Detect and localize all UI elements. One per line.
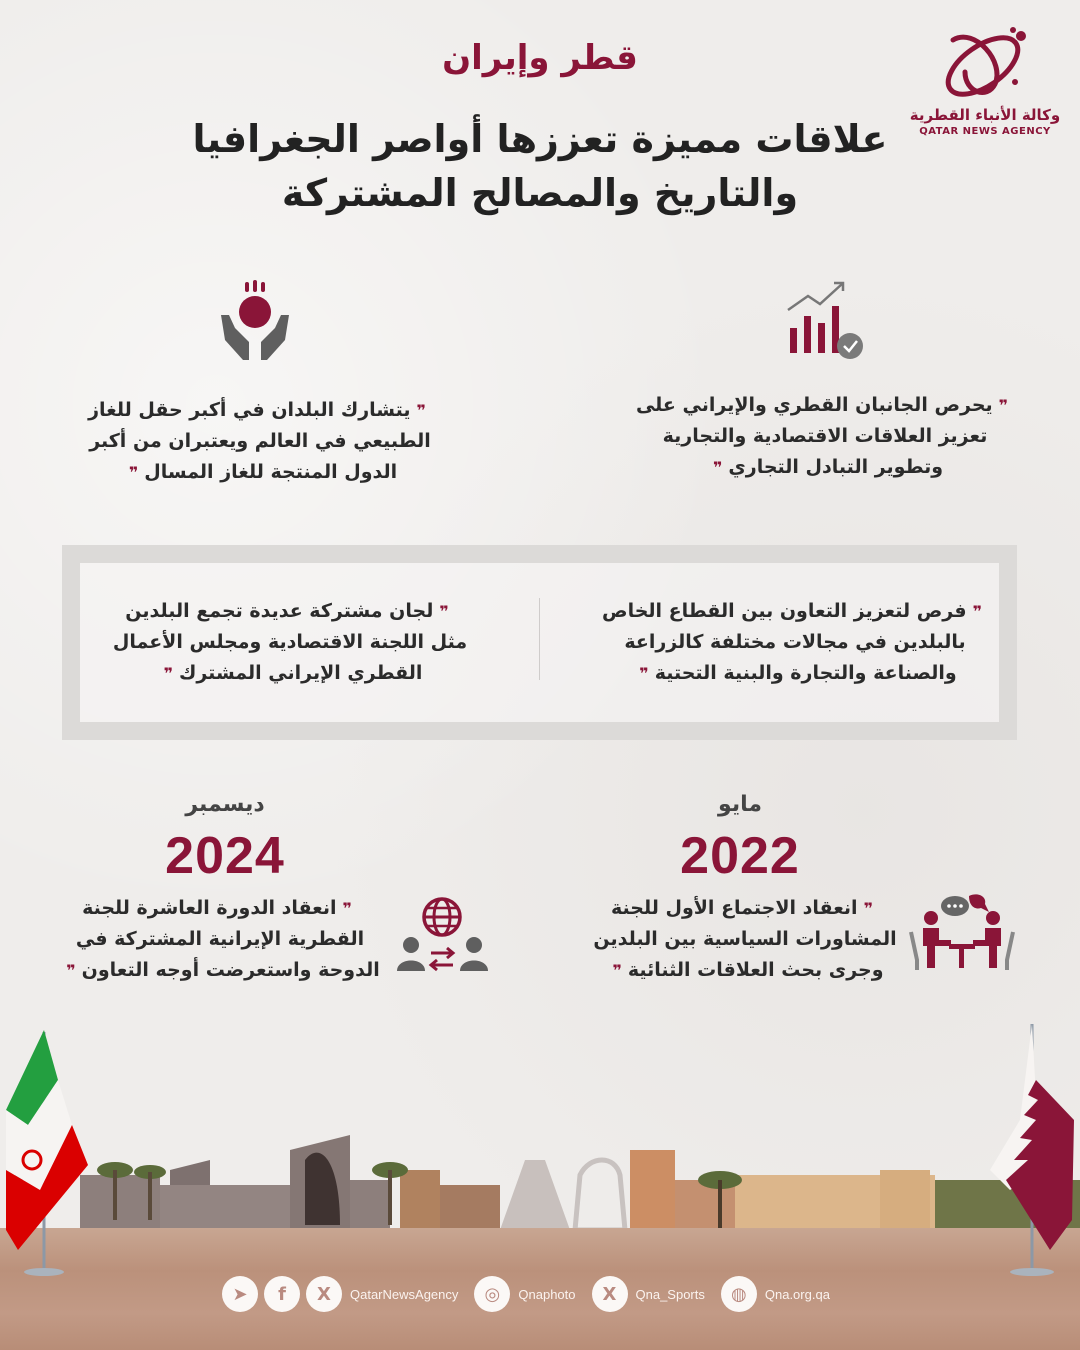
quote-close-icon: ❞ [612, 961, 622, 980]
quote-close-icon: ❞ [639, 664, 649, 683]
website-link[interactable]: Qna.org.qa [764, 1286, 830, 1302]
timeline-event-2022: ❞انعقاد الاجتماع الأول للجنة المشاورات السياسية بين البلدين وجرى بحث العلاقات الثنائية❞ [593, 897, 897, 981]
quote-close-icon: ❞ [712, 458, 723, 477]
title-line-2: والتاريخ والمصالح المشتركة [281, 171, 799, 215]
frame-divider [539, 598, 540, 680]
quote-open-icon: ❞ [863, 899, 873, 918]
timeline-month-2024: ديسمبر [185, 792, 265, 817]
x-sports-icon[interactable]: X [592, 1276, 628, 1312]
title-line-1: علاقات مميزة تعززها أواصر الجغرافيا [192, 117, 888, 161]
logo-name-arabic: وكالة الأنباء القطرية [909, 106, 1061, 124]
hands-holding-coin-icon [215, 280, 295, 365]
social-handle-qnaphoto[interactable]: Qnaphoto [518, 1286, 576, 1302]
fact-committees: ❞لجان مشتركة عديدة تجمع البلدين مثل اللجنة الاقتصادية ومجلس الأعمال القطري الإيراني المشترك❞ [112, 600, 468, 684]
quote-close-icon: ❞ [128, 463, 139, 482]
quote-open-icon: ❞ [972, 602, 982, 621]
instagram-icon[interactable]: ◎ [474, 1276, 510, 1312]
x-icon[interactable]: X [306, 1276, 342, 1312]
fact-private-sector: ❞فرص لتعزيز التعاون بين القطاع الخاص بالبلدين في مجالات مختلفة كالزراعة والصناعة والتجارة والبنية التحتية❞ [602, 600, 982, 684]
social-handle-qna-sports[interactable]: Qna_Sports [635, 1286, 705, 1302]
telegram-icon[interactable]: ➤ [222, 1276, 258, 1312]
logo-name-english: QATAR NEWS AGENCY [919, 126, 1051, 137]
quote-open-icon: ❞ [416, 401, 426, 420]
globe-exchange-icon [395, 895, 490, 975]
quote-close-icon: ❞ [66, 961, 76, 980]
social-handle-qatarnewsagency[interactable]: QatarNewsAgency [350, 1286, 459, 1302]
web-icon[interactable]: ◍ [721, 1276, 757, 1312]
page-title [160, 112, 920, 220]
landmarks-skyline [0, 1130, 1080, 1235]
fact-gas: ❞يتشارك البلدان في أكبر حقل للغاز الطبيعي في العالم ويعتبران من أكبر الدول المنتجة للغاز المسال❞ [88, 399, 431, 483]
kicker-title: قطر وإيران [442, 38, 638, 78]
timeline-year-2024: 2024 [165, 827, 285, 885]
timeline-month-2022: مايو [718, 792, 762, 817]
fact-trade: ❞يحرص الجانبان القطري والإيراني على تعزيز العلاقات الاقتصادية والتجارية وتطوير التبادل التجاري❞ [635, 394, 1009, 478]
bar-chart-check-icon [780, 278, 870, 363]
meeting-table-icon [905, 888, 1020, 973]
timeline-year-2022: 2022 [680, 827, 800, 885]
iran-flag-icon [0, 1020, 100, 1280]
quote-open-icon: ❞ [439, 602, 449, 621]
quote-close-icon: ❞ [163, 664, 173, 683]
timeline-event-2024: ❞انعقاد الدورة العاشرة للجنة القطرية الإيرانية المشتركة في الدوحة واستعرضت أوجه التعاون❞ [66, 897, 380, 981]
quote-open-icon: ❞ [342, 899, 352, 918]
facebook-icon[interactable]: f [264, 1276, 300, 1312]
quote-open-icon: ❞ [998, 396, 1009, 415]
social-links-bar [222, 1275, 840, 1313]
qatar-flag-icon [980, 1020, 1080, 1280]
